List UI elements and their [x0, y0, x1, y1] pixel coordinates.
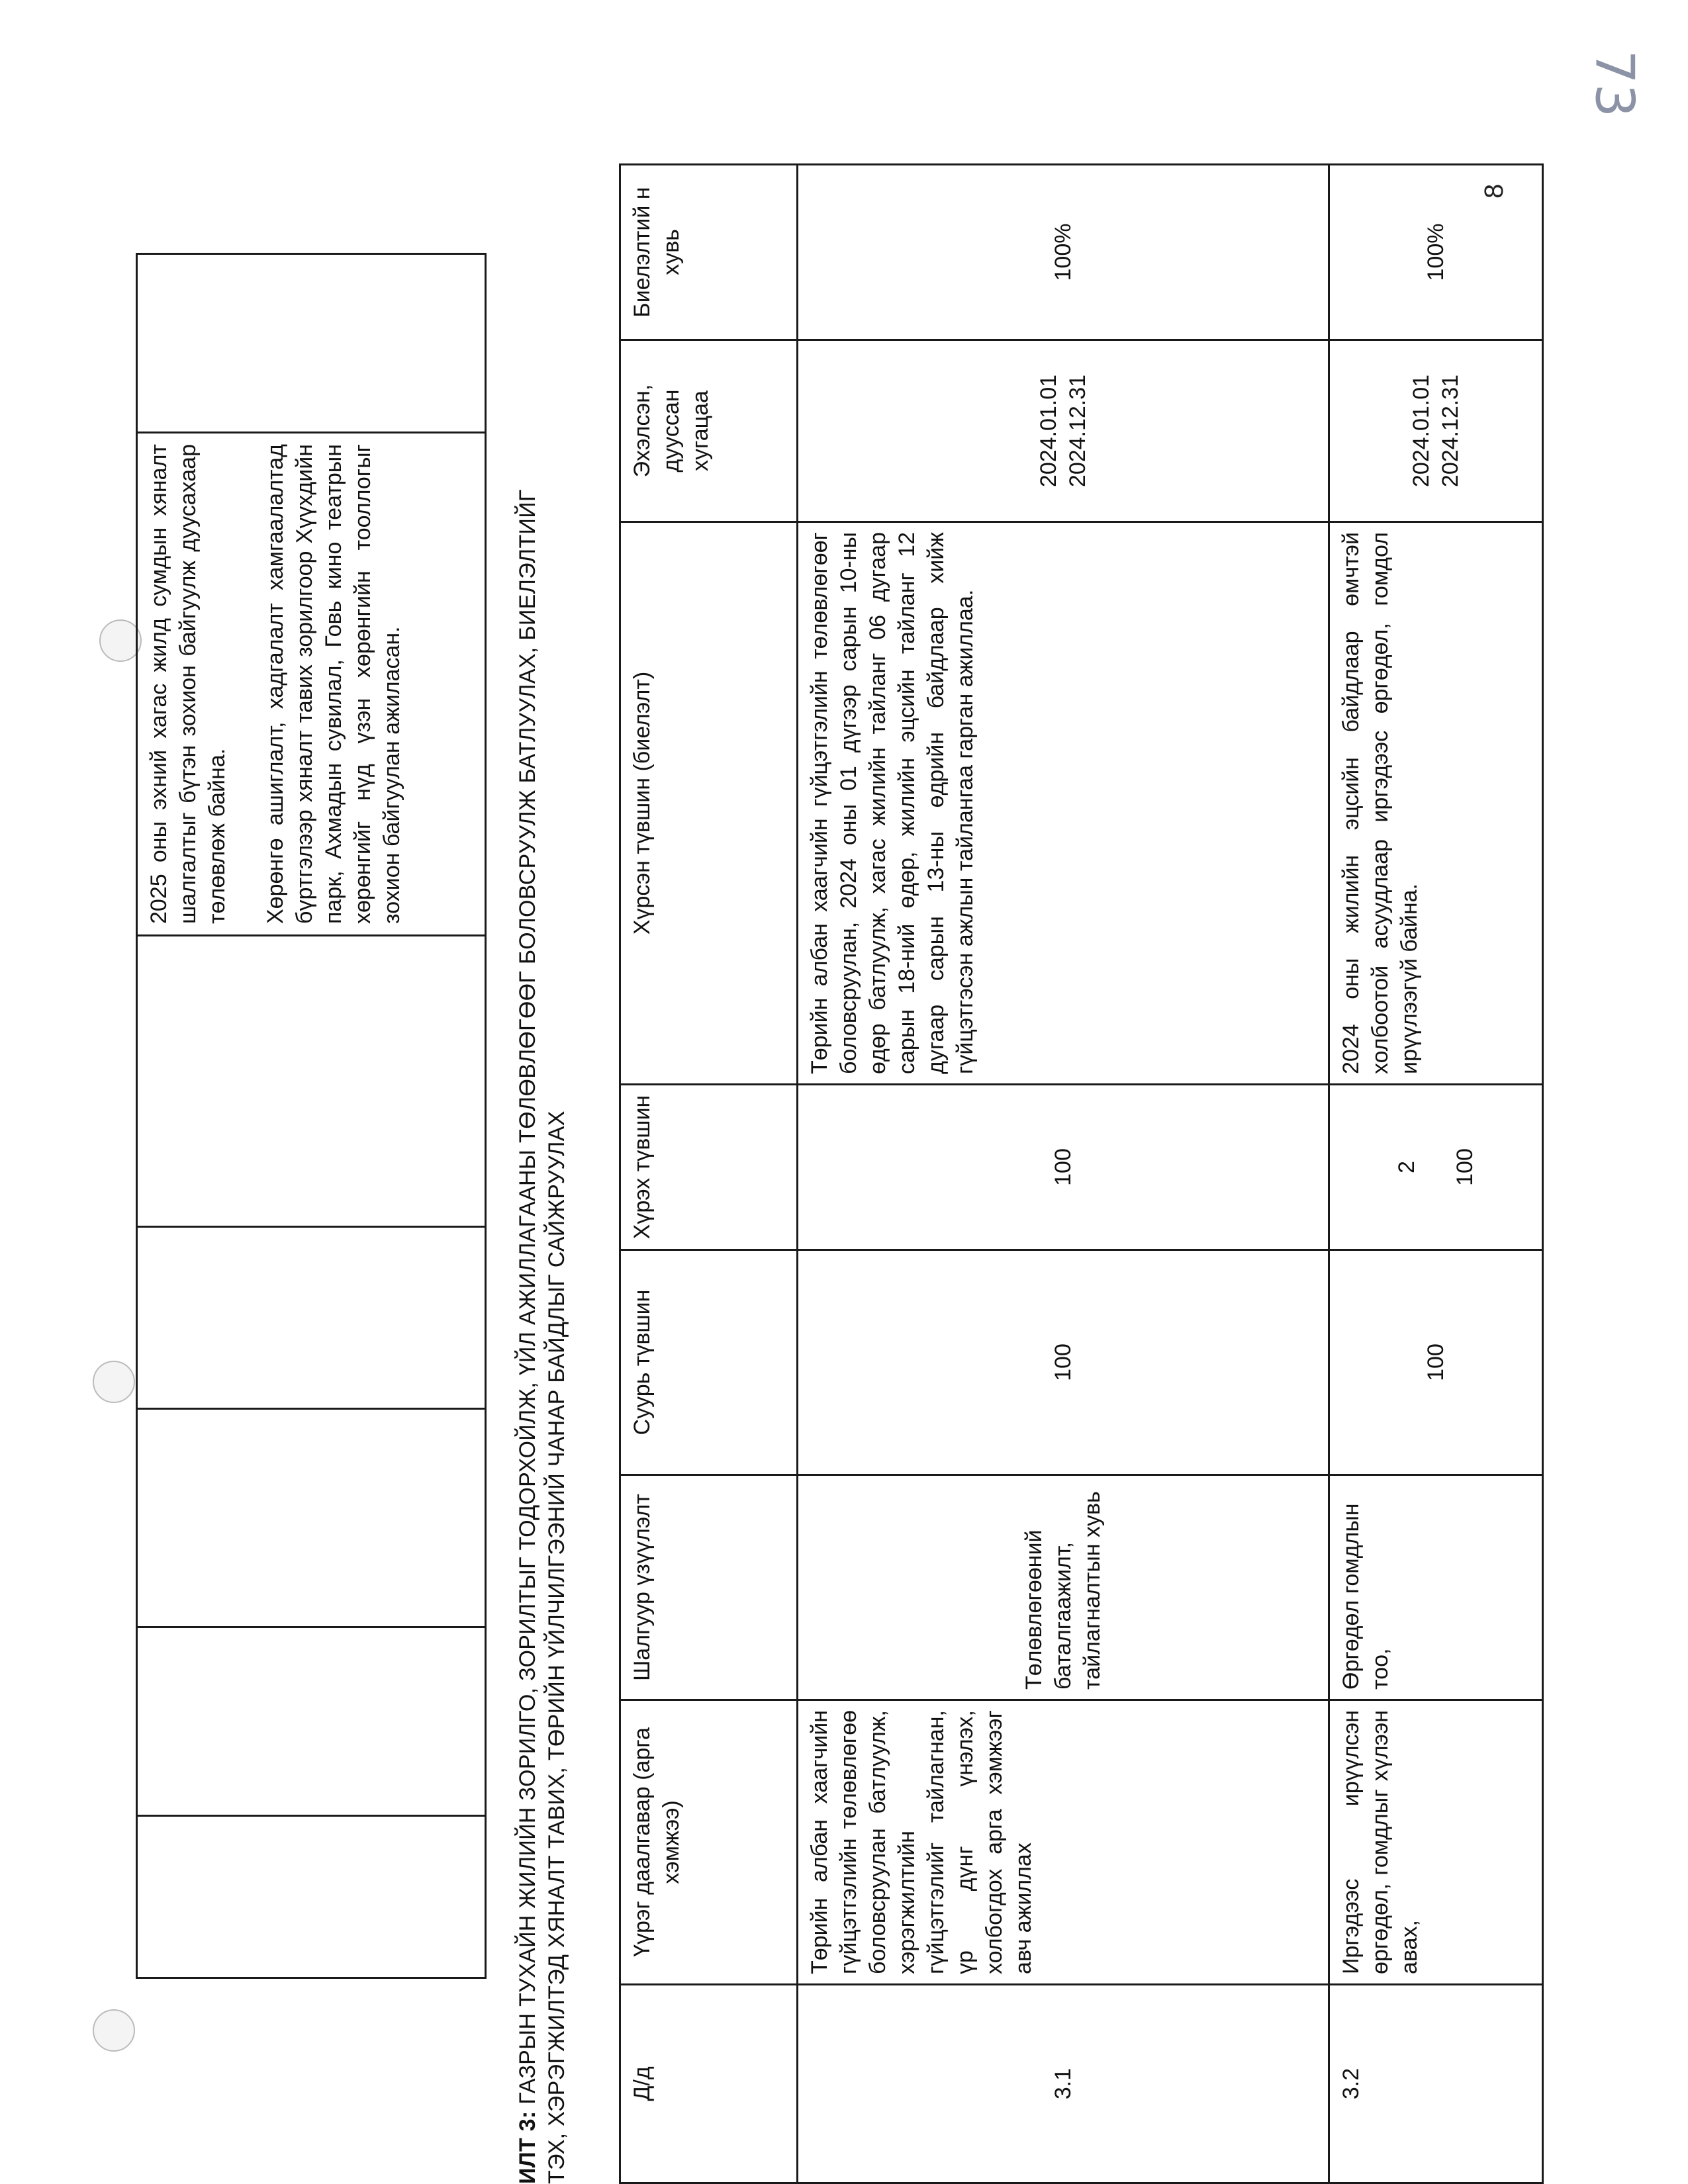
row-achieved: 2024 оны жилийн эцсийн байдлаар өмчтэй холбоотой асуудлаар иргэдээс өргөдөл, гомдол ирүүлээгүй байна.	[1329, 522, 1543, 1085]
empty-cell	[137, 1227, 486, 1409]
row-base: 100	[798, 1250, 1329, 1475]
row-number: 3.1	[798, 1985, 1329, 2183]
header-base-level: Суурь түвшин	[620, 1250, 798, 1475]
table-row	[1329, 165, 1543, 2183]
row-number: 3.2	[1329, 1985, 1543, 2183]
page-number: 8	[1479, 183, 1509, 199]
period-end: 2024.12.31	[1065, 374, 1090, 488]
section-heading	[513, 66, 571, 2184]
previous-table-fragment	[136, 253, 487, 1979]
objectives-table	[619, 163, 1544, 2184]
row-target: 100	[798, 1085, 1329, 1250]
target-value-2: 100	[1452, 1148, 1477, 1186]
row-task: Иргэдээс ирүүлсэн өргөдөл, гомдлыг хүлээн авах,	[1329, 1700, 1543, 1985]
row-achieved: Төрийн албан хаагчийн гүйцэтгэлийн төлөвлөгөөг боловсруулан, 2024 оны 01 дүгээр сарын 10-ны өдөр батлуулж, хагас жилийн тайланг 06 дугаар сарын 18-ний өдөр, жилийн эцсийн тайланг 12 дугаар сарын 13-ны өдрийн байдлаар хийж гүйцэтгэсэн ажлын тайлангаа гарган ажиллаа.	[798, 522, 1329, 1085]
handwritten-page-number: 73	[1583, 50, 1646, 118]
row-base: 100	[1329, 1250, 1543, 1475]
header-achieved: Хүрсэн түвшин (биелэлт)	[620, 522, 798, 1085]
heading-text-line2: ТЭХ, ХЭРЭГЖИЛТЭД ХЯНАЛТ ТАВИХ, ТӨРИЙН ҮЙЛЧИЛГЭЭНИЙ ЧАНАР БАЙДЛЫГ САЙЖРУУЛАХ	[544, 1111, 569, 2184]
table-row	[798, 165, 1329, 2183]
header-num: Д/д	[620, 1985, 798, 2183]
header-percent: Биелэлтий н хувь	[620, 165, 798, 340]
header-criteria: Шалгуур үзүүлэлт	[620, 1475, 798, 1700]
punch-hole	[93, 2009, 135, 2052]
row-period	[1329, 340, 1543, 522]
empty-cell	[137, 936, 486, 1227]
heading-prefix: ИЛТ 3:	[515, 2111, 540, 2184]
empty-cell	[137, 1409, 486, 1627]
punch-hole	[93, 1361, 135, 1403]
fragment-paragraph: 2025 оны эхний хагас жилд сумдын хяналт шалгалтыг бүтэн зохион байгуулж дуусахаар төлөвлөж байна.	[146, 444, 230, 924]
row-percent: 100%	[798, 165, 1329, 340]
header-task: Үүрэг даалгавар (арга хэмжээ)	[620, 1700, 798, 1985]
empty-cell	[137, 1627, 486, 1816]
row-criteria: Төлөвлөгөөний баталгаажилт, тайлагналтын хувь	[798, 1475, 1329, 1700]
row-period	[798, 340, 1329, 522]
target-value: 2	[1394, 1161, 1419, 1173]
period-start: 2024.01.01	[1409, 374, 1434, 488]
period-start: 2024.01.01	[1036, 374, 1061, 488]
header-period: Эхэлсэн, дууссан хугацаа	[620, 340, 798, 522]
row-task: Төрийн албан хаагчийн гүйцэтгэлийн төлөвлөгөө боловсруулан батлуулж, хэрэгжилтийн гүйцэтгэлийг тайлагнан, үр дүнг үнэлэх, холбогдох арга хэмжээг авч ажиллах	[798, 1700, 1329, 1985]
empty-cell	[137, 1816, 486, 1978]
row-target	[1329, 1085, 1543, 1250]
header-target-level: Хүрэх түвшин	[620, 1085, 798, 1250]
empty-cell	[137, 254, 486, 433]
heading-text: ГАЗРЫН ТУХАЙН ЖИЛИЙН ЗОРИЛГО, ЗОРИЛТЫГ ТОДОРХОЙЛЖ, ҮЙЛ АЖИЛЛАГААНЫ ТӨЛӨВЛӨГӨӨГ БОЛОВСРУУЛЖ БАТЛУУЛАХ, БИЕЛЭЛТИЙГ	[515, 489, 540, 2105]
continued-text-cell	[137, 433, 486, 936]
row-criteria: Өргөдөл гомдлын тоо,	[1329, 1475, 1543, 1700]
period-end: 2024.12.31	[1438, 374, 1463, 488]
row-percent: 100%	[1329, 165, 1543, 340]
fragment-paragraph: Хөрөнгө ашиглалт, хадгалалт хамгаалалтад бүртгэлээр хяналт тавих зорилгоор Хүүхдийн парк, Ахмадын сувилал, Говь кино театрын хөрөнгийг нүд үзэн хөрөнгийн тооллогыг зохион байгуулан ажиласан.	[263, 444, 404, 924]
